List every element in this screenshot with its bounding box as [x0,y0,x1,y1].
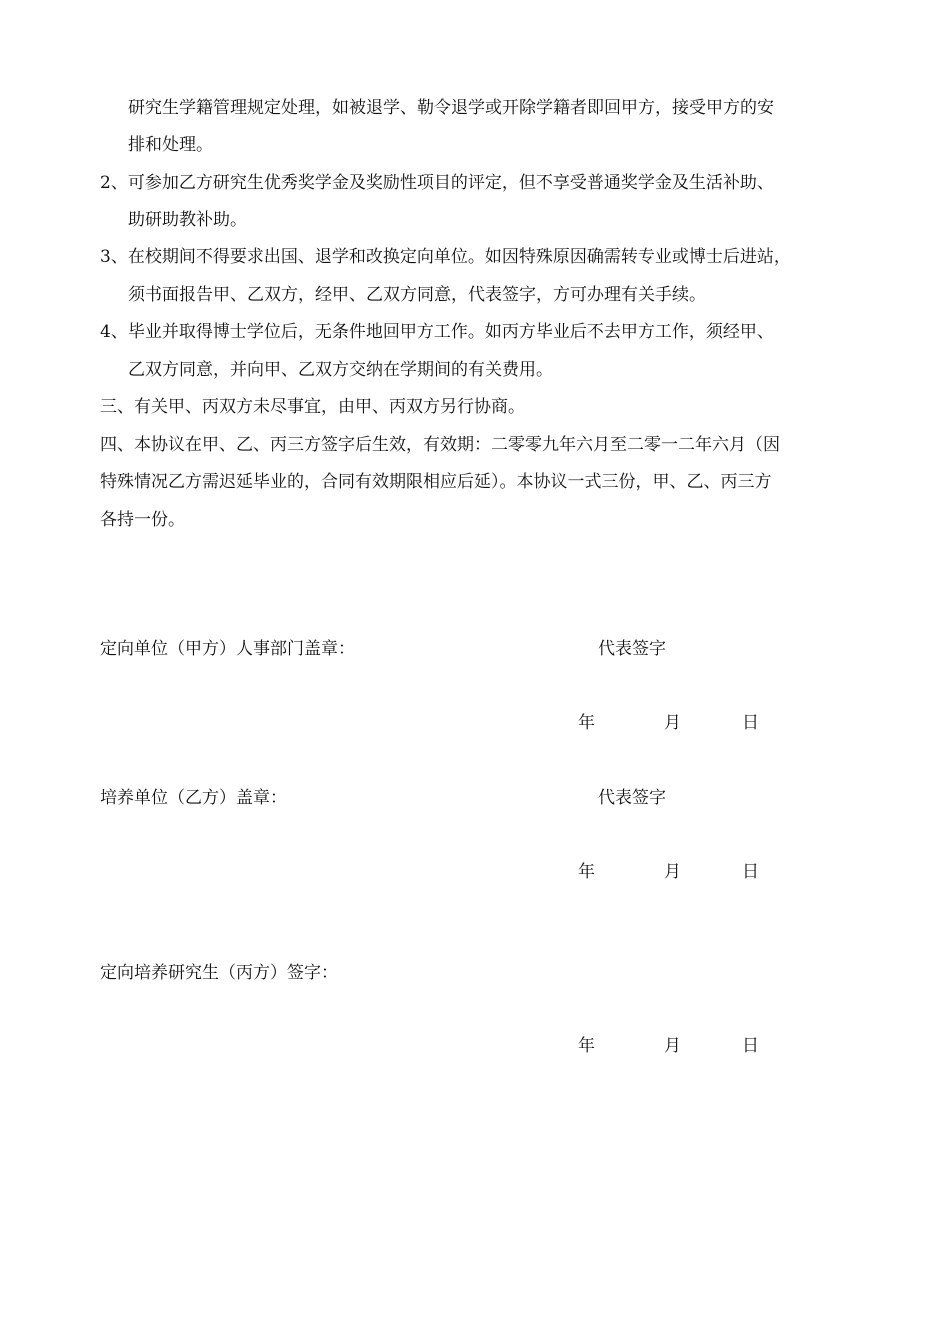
party-a-rep-sign-label: 代表签字 [598,639,666,659]
party-b-day: 日 [742,862,759,882]
party-c-month: 月 [664,1036,681,1056]
clause-3-line-1: 3、在校期间不得要求出国、退学和改换定向单位。如因特殊原因确需转专业或博士后进站， [100,247,791,267]
party-a-seal-label: 定向单位（甲方）人事部门盖章： [100,639,355,659]
section-3: 三、有关甲、丙双方未尽事宜，由甲、丙双方另行协商。 [100,397,525,417]
clause-2-line-2: 助研助教补助。 [128,210,247,230]
clause-3-line-2: 须书面报告甲、乙双方，经甲、乙双方同意，代表签字，方可办理有关手续。 [128,285,706,305]
section-4-line-3: 各持一份。 [100,510,185,530]
clause-1-continued-line-2: 排和处理。 [128,135,213,155]
party-c-sign-label: 定向培养研究生（丙方）签字： [100,963,338,983]
section-4-line-2: 特殊情况乙方需迟延毕业的，合同有效期限相应后延）。本协议一式三份，甲、乙、丙三方 [100,472,772,492]
party-b-seal-label: 培养单位（乙方）盖章： [100,788,287,808]
party-c-day: 日 [742,1036,759,1056]
clause-4-line-2: 乙双方同意，并向甲、乙双方交纳在学期间的有关费用。 [128,360,553,380]
party-b-year: 年 [578,862,595,882]
clause-1-continued-line-1: 研究生学籍管理规定处理，如被退学、勒令退学或开除学籍者即回甲方，接受甲方的安 [128,98,774,118]
party-b-rep-sign-label: 代表签字 [598,788,666,808]
clause-2-line-1: 2、可参加乙方研究生优秀奖学金及奖励性项目的评定，但不享受普通奖学金及生活补助、 [100,173,774,193]
clause-4-line-1: 4、毕业并取得博士学位后，无条件地回甲方工作。如丙方毕业后不去甲方工作，须经甲、 [100,322,774,342]
party-c-year: 年 [578,1036,595,1056]
party-b-month: 月 [664,862,681,882]
party-a-day: 日 [742,713,759,733]
party-a-year: 年 [578,713,595,733]
section-4-line-1: 四、本协议在甲、乙、丙三方签字后生效，有效期：二零零九年六月至二零一二年六月（因 [100,435,780,455]
party-a-month: 月 [664,713,681,733]
